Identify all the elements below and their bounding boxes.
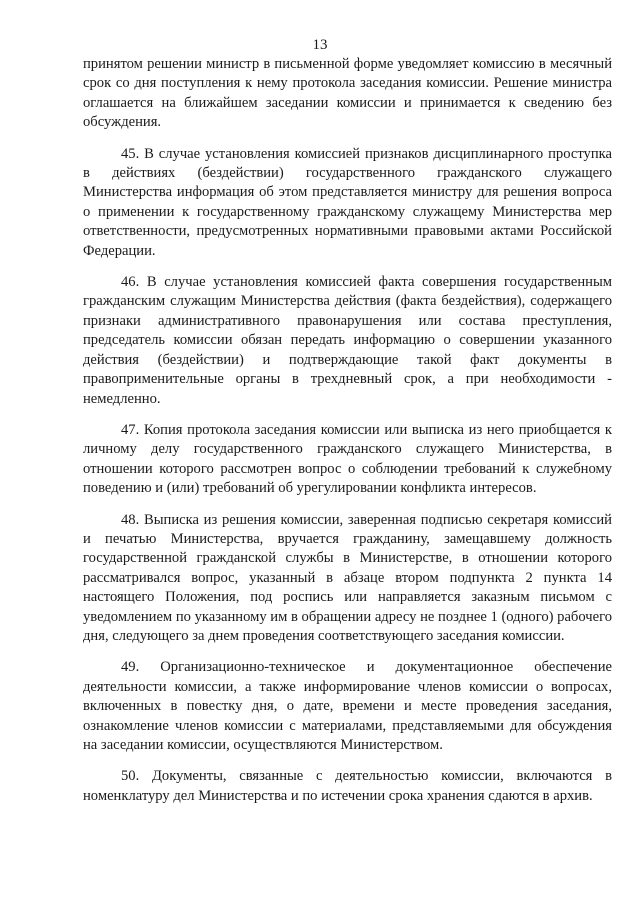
paragraph-48: 48. Выписка из решения комиссии, заверенная подписью секретаря комиссий и печатью Министерства, вручается гражданину, замещавшему должность государственной гражданской службы в Министерстве, в отношении которого рассматривался вопрос, указанный в абзаце втором подпункта 2 пункта 14 настоящего Положения, под роспись или направляется заказным письмом с уведомлением по указанному им в обращении адресу не позднее 1 (одного) рабочего дня, следующего за днем проведения соответствующего заседания комиссии. xyxy=(83,511,612,644)
paragraph-49: 49. Организационно-техническое и документационное обеспечение деятельности комиссии, а также информирование членов комиссии о вопросах, включенных в повестку дня, о дате, времени и месте проведения заседания, ознакомление членов комиссии с материалами, представляемыми для обсуждения на заседании комиссии, осуществляются Министерством. xyxy=(83,659,612,753)
page-number: 13 xyxy=(312,37,328,53)
paragraph-45: 45. В случае установления комиссией признаков дисциплинарного проступка в действиях (бездействии) государственного гражданского служащего Министерства информация об этом представляется министру для решения вопроса о применении к государственному гражданскому служащему Министерства мер ответственности, предусмотренных нормативными правовыми актами Российской Федерации. xyxy=(83,145,612,259)
paragraph-46: 46. В случае установления комиссией факта совершения государственным гражданским служащим Министерства действия (факта бездействия), содержащего признаки административного правонарушения или состава преступления, председатель комиссии обязан передать информацию о совершении указанного действия (бездействии) и подтверждающие такой факт документы в правоприменительные органы в трехдневный срок, а при необходимости - немедленно. xyxy=(83,274,612,407)
paragraph-continuation: принятом решении министр в письменной форме уведомляет комиссию в месячный срок со дня поступления к нему протокола заседания комиссии. Решение министра оглашается на ближайшем заседании комиссии и принимается к сведению без обсуждения. xyxy=(83,56,612,131)
document-body xyxy=(83,55,612,806)
paragraph-50: 50. Документы, связанные с деятельностью комиссии, включаются в номенклатуру дел Министерства и по истечении срока хранения сдаются в архив. xyxy=(83,768,612,804)
paragraph-47: 47. Копия протокола заседания комиссии или выписка из него приобщается к личному делу государственного гражданского служащего Министерства, в отношении которого рассмотрен вопрос о соблюдении требований к служебному поведению и (или) требований об урегулировании конфликта интересов. xyxy=(83,421,612,497)
